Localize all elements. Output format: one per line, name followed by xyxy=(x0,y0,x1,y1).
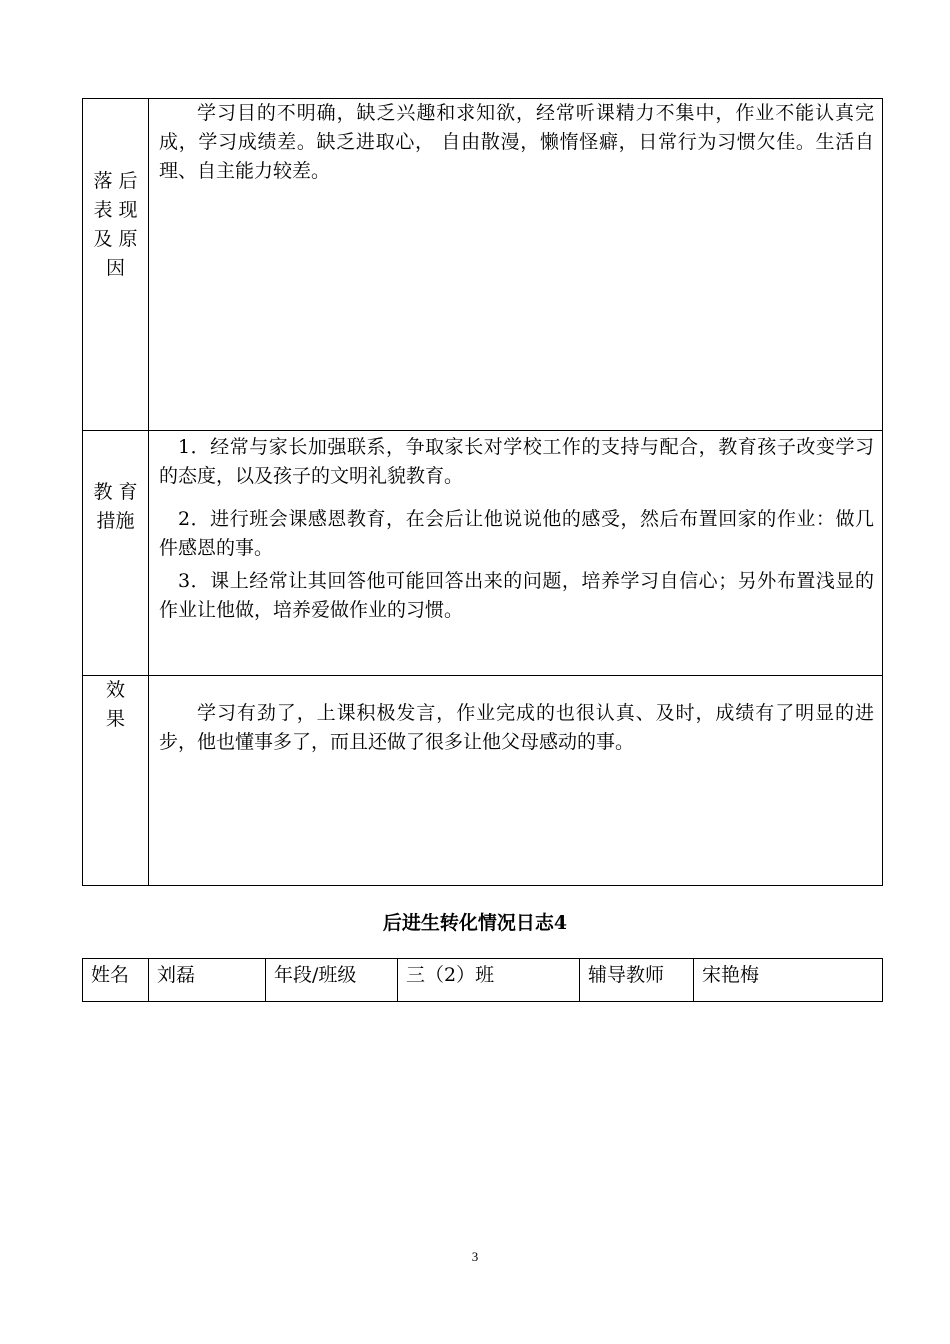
paragraph: 3．课上经常让其回答他可能回答出来的问题，培养学习自信心；另外布置浅显的作业让他做，培养爱做作业的习惯。 xyxy=(159,570,874,621)
label-line: 措施 xyxy=(96,510,135,532)
label-line: 落 后 xyxy=(93,170,138,192)
teacher-value: 宋艳梅 xyxy=(694,959,883,1002)
effect-text xyxy=(149,676,882,757)
grade-value: 三（2）班 xyxy=(398,959,580,1002)
label-line: 因 xyxy=(105,257,125,279)
table-row-effect xyxy=(83,676,883,886)
log-title: 后进生转化情况日志4 xyxy=(382,912,568,934)
label-line: 效 xyxy=(105,679,125,701)
student-record-table xyxy=(82,98,883,886)
label-line: 及 原 xyxy=(93,228,138,250)
row-label-measures xyxy=(83,431,148,536)
paragraph: 2．进行班会课感恩教育，在会后让他说说他的感受，然后布置回家的作业：做几件感恩的事。 xyxy=(159,508,874,559)
info-row xyxy=(83,959,883,1002)
row-content-cell xyxy=(149,676,883,886)
label-line: 教 育 xyxy=(93,481,138,503)
row-content-cell xyxy=(149,431,883,676)
label-line: 表 现 xyxy=(93,199,138,221)
teacher-label: 辅导教师 xyxy=(580,959,694,1002)
row-label-cell xyxy=(83,676,149,886)
performance-text xyxy=(149,99,882,186)
table-row-performance xyxy=(83,99,883,431)
row-label-cell xyxy=(83,431,149,676)
student-info-table xyxy=(82,958,883,1002)
paragraph: 学习有劲了，上课积极发言，作业完成的也很认真、及时，成绩有了明显的进步，他也懂事多了，而且还做了很多让他父母感动的事。 xyxy=(159,702,874,753)
row-label-cell xyxy=(83,99,149,431)
paragraph: 学习目的不明确，缺乏兴趣和求知欲，经常听课精力不集中，作业不能认真完成，学习成绩差。缺乏进取心， 自由散漫，懒惰怪癖，日常行为习惯欠佳。生活自理、自主能力较差。 xyxy=(159,102,874,182)
page-number: 3 xyxy=(471,1249,479,1264)
paragraph: 1．经常与家长加强联系，争取家长对学校工作的支持与配合，教育孩子改变学习的态度，以及孩子的文明礼貌教育。 xyxy=(159,436,874,487)
table-row-measures xyxy=(83,431,883,676)
row-content-cell xyxy=(149,99,883,431)
row-label-effect xyxy=(83,676,148,734)
grade-label: 年段/班级 xyxy=(266,959,398,1002)
measures-text xyxy=(149,431,882,625)
name-label: 姓名 xyxy=(83,959,149,1002)
label-line: 果 xyxy=(105,708,125,730)
name-value: 刘磊 xyxy=(149,959,266,1002)
row-label-performance xyxy=(83,99,148,283)
